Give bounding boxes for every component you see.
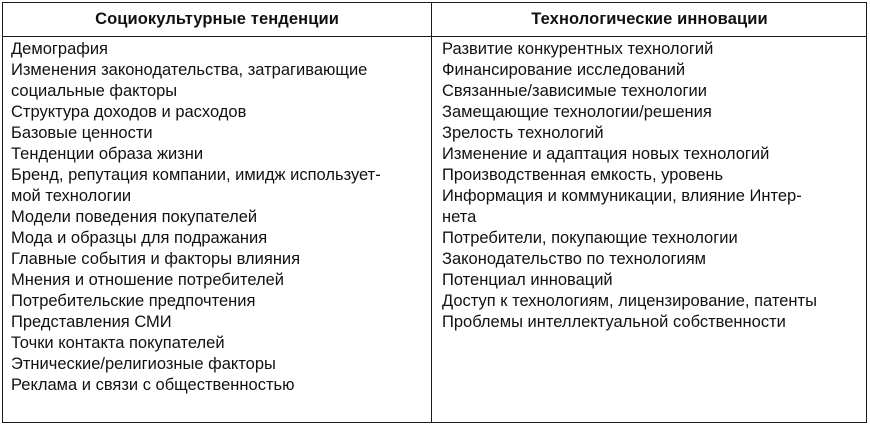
list-item: Демография xyxy=(11,40,108,58)
factors-table xyxy=(2,2,867,423)
header-technological: Технологические инновации xyxy=(531,10,768,28)
list-item: Этнические/религиозные факторы xyxy=(11,355,276,373)
list-item: Мнения и отношение потребителей xyxy=(11,271,285,289)
list-item: Потенциал инноваций xyxy=(442,271,613,289)
list-item: Информация и коммуникации, влияние Интер- нета xyxy=(442,187,802,226)
list-item: Мода и образцы для подражания xyxy=(11,229,268,247)
list-item: Финансирование исследований xyxy=(442,61,686,79)
list-item: Производственная емкость, уровень xyxy=(442,166,724,184)
list-item: Развитие конкурентных технологий xyxy=(442,40,714,58)
table-header-row xyxy=(3,3,866,37)
list-item: Связанные/зависимые технологии xyxy=(442,82,707,100)
list-item: Потребители, покупающие технологии xyxy=(442,229,738,247)
list-item: Структура доходов и расходов xyxy=(11,103,247,121)
list-item: Бренд, репутация компании, имидж использует- мой технологии xyxy=(11,166,381,205)
list-item: Зрелость технологий xyxy=(442,124,604,142)
column-divider xyxy=(431,3,432,422)
list-item: Доступ к технологиям, лицензирование, патенты xyxy=(442,292,817,310)
list-item: Главные события и факторы влияния xyxy=(11,250,301,268)
header-sociocultural: Социокультурные тенденции xyxy=(95,10,339,28)
technological-list xyxy=(442,39,862,333)
list-item: Изменения законодательства, затрагивающие социальные факторы xyxy=(11,61,368,100)
list-item: Базовые ценности xyxy=(11,124,153,142)
list-item: Точки контакта покупателей xyxy=(11,334,225,352)
list-item: Законодательство по технологиям xyxy=(442,250,707,268)
list-item: Потребительские предпочтения xyxy=(11,292,256,310)
list-item: Реклама и связи с общественностью xyxy=(11,376,295,394)
list-item: Изменение и адаптация новых технологий xyxy=(442,145,770,163)
list-item: Модели поведения покупателей xyxy=(11,208,258,226)
sociocultural-list xyxy=(11,39,423,396)
list-item: Замещающие технологии/решения xyxy=(442,103,712,121)
list-item: Представления СМИ xyxy=(11,313,172,331)
list-item: Тенденции образа жизни xyxy=(11,145,204,163)
list-item: Проблемы интеллектуальной собственности xyxy=(442,313,786,331)
